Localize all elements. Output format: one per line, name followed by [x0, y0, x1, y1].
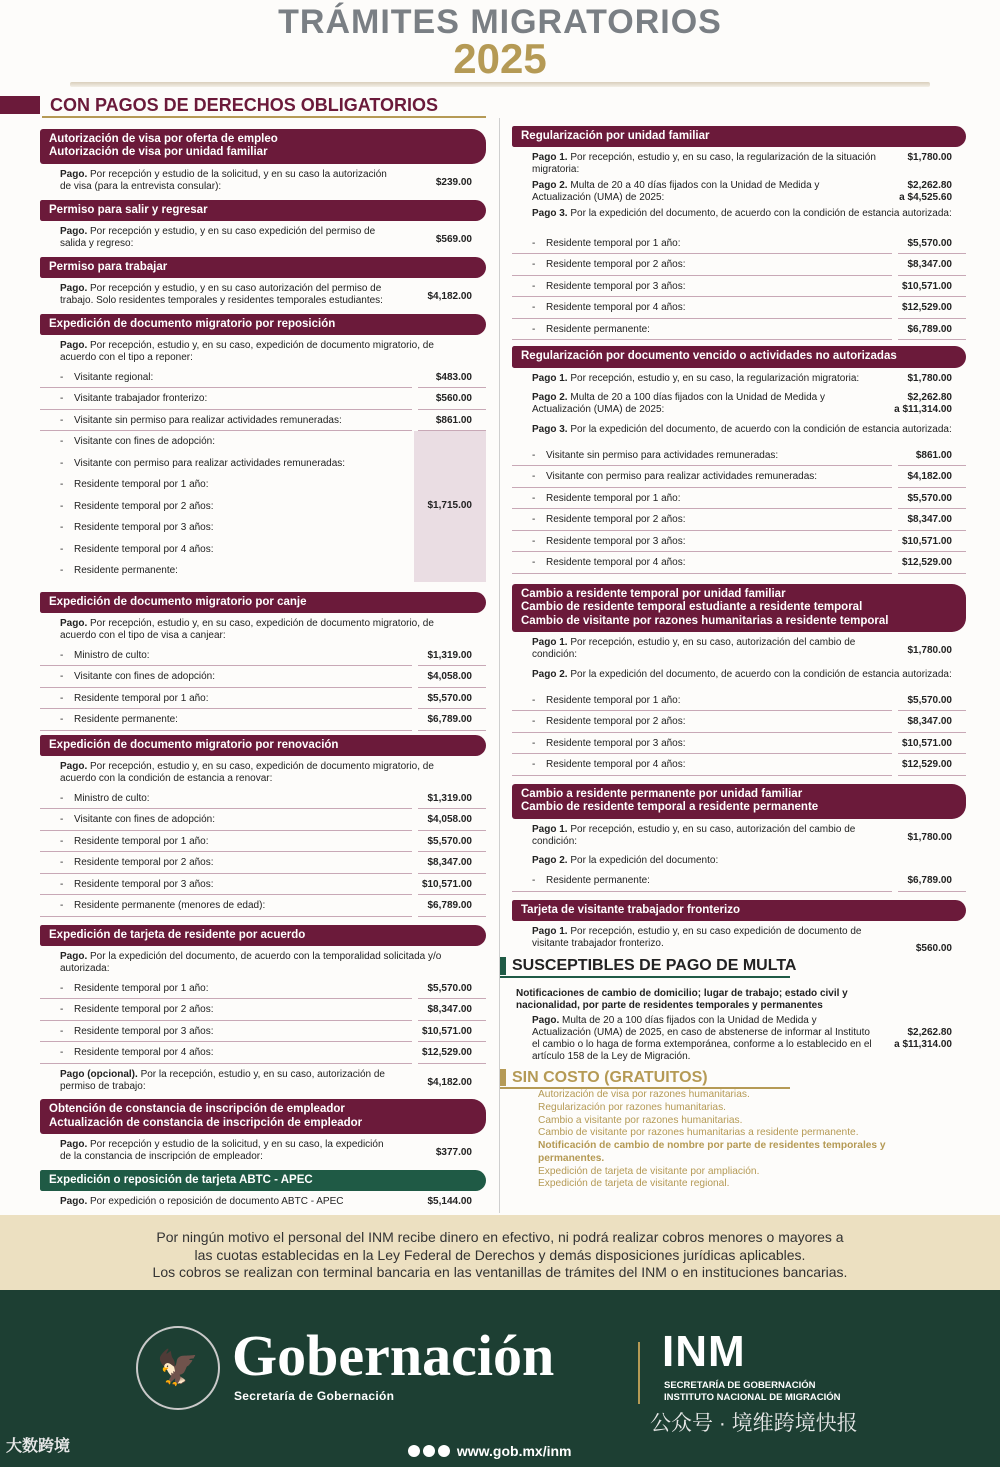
cambio-temp-pago2 [512, 664, 966, 690]
fee-row [40, 852, 486, 874]
empleador-title-1: Obtención de constancia de inscripción de empleador [49, 1103, 345, 1116]
fee-row [512, 509, 966, 531]
row-rule [512, 573, 892, 574]
fronterizo-pago1 [512, 921, 966, 955]
fee-row [40, 788, 486, 810]
fee-row [40, 1042, 486, 1064]
pay-desc: Por recepción, estudio y, en su caso expedición de documento de visitante trabajador fronterizo. [532, 926, 862, 949]
fee-row [512, 754, 966, 776]
x-icon[interactable] [423, 1445, 435, 1457]
pay-amount-max: a $4,525.60 [899, 192, 952, 204]
pay-label: Pago 3. [532, 423, 568, 435]
familiar-pago1 [512, 147, 966, 179]
pay-amount: $5,144.00 [427, 1196, 472, 1208]
salir-header: Permiso para salir y regresar [40, 200, 486, 221]
youtube-icon[interactable] [438, 1445, 450, 1457]
multa-underline [500, 976, 790, 978]
fee-row-amount: $12,529.00 [421, 1047, 472, 1059]
fee-row-amount: $4,182.00 [907, 471, 952, 483]
fee-row-label: - Residente permanente: [74, 565, 178, 576]
fee-row-amount: $1,319.00 [427, 792, 472, 804]
cambio-temp-title-2: Cambio de residente temporal estudiante a residente temporal [521, 601, 863, 614]
fee-row-amount: $560.00 [435, 393, 472, 405]
fee-row-amount: $4,058.00 [427, 814, 472, 826]
fee-row-amount: $6,789.00 [427, 900, 472, 912]
fee-row-label: - Residente temporal por 2 años: [546, 716, 686, 727]
free-item: Regularización por razones humanitarias. [538, 1101, 727, 1113]
pay-desc: Por la expedición del documento, de acuerdo con la condición de estancia autorizada: [570, 423, 952, 435]
reposicion-group-list [40, 431, 486, 582]
right-column [512, 124, 966, 1191]
pay-desc: Por la expedición del documento, de acuerdo con la condición de estancia autorizada: [570, 207, 952, 219]
pay-amount-min: $2,262.80 [907, 1027, 952, 1039]
column-divider [499, 118, 500, 1213]
fee-row [512, 870, 966, 892]
pay-label: Pago. [60, 283, 88, 294]
fee-row-amount: $5,570.00 [427, 692, 472, 704]
pay-amount-min: $2,262.80 [907, 392, 952, 404]
fee-row [40, 895, 486, 917]
gobernacion-logo: Gobernación [232, 1323, 555, 1388]
fee-row-amount: $483.00 [435, 371, 472, 383]
fee-row [40, 539, 486, 561]
pay-amount: $1,780.00 [907, 372, 952, 384]
fee-row-amount: $5,570.00 [907, 492, 952, 504]
fee-row-amount: $8,347.00 [907, 514, 952, 526]
pay-amount-range [899, 180, 952, 204]
pay-desc: Por recepción, estudio y, en su caso, expedición de documento migratorio, de acuerdo con el tipo a reponer: [60, 340, 434, 363]
fee-row-amount: $861.00 [435, 414, 472, 426]
website-url[interactable]: www.gob.mx/inm [456, 1443, 572, 1459]
visa-header [40, 129, 486, 164]
pay-desc: Por recepción y estudio de la solicitud, y en su caso, la expedición de la constancia de inscripción de empleador: [60, 1139, 384, 1163]
pay-desc: Por recepción, estudio y, en su caso, expedición de documento migratorio, de acuerdo con la condición de estancia a renovar: [60, 761, 434, 784]
empleador-header [40, 1099, 486, 1134]
fee-row-amount: $8,347.00 [907, 716, 952, 728]
fee-row-label: - Residente permanente (menores de edad): [74, 900, 265, 911]
pay-desc: Por recepción, estudio y, en su caso, la regularización de la situación migratoria: [532, 152, 876, 176]
fee-row [40, 388, 486, 410]
pay-label: Pago 3. [532, 207, 568, 219]
fee-row-amount: $12,529.00 [901, 557, 952, 569]
pay-amount: $4,182.00 [427, 291, 472, 302]
cambio-temp-title-3: Cambio de visitante por razones humanitarias a residente temporal [521, 614, 889, 627]
fee-row [512, 254, 966, 276]
section-marker [0, 96, 40, 114]
row-rule [512, 891, 892, 892]
gratis-item-bold: Notificación de cambio de nombre por parte de residentes temporales y permanentes. [538, 1140, 886, 1164]
fee-row-label: - Residente permanente: [546, 324, 650, 335]
fee-row-label: - Residente temporal por 2 años: [74, 857, 214, 868]
fee-row-label: - Residente temporal por 1 año: [546, 493, 681, 504]
fee-row-label: - Residente temporal por 4 años: [546, 302, 686, 313]
pay-label: Pago. [60, 1139, 88, 1151]
fee-row [40, 367, 486, 389]
notice-line-3: Los cobros se realizan con terminal bancaria en las ventanillas de trámites del INM o en instituciones bancarias. [152, 1264, 848, 1280]
fee-row [40, 999, 486, 1021]
fee-row [40, 560, 486, 582]
reposicion-group [40, 431, 486, 582]
fee-row [512, 488, 966, 510]
fee-row [512, 733, 966, 755]
gratis-items-2 [538, 1166, 966, 1192]
gratis-title: SIN COSTO (GRATUITOS) [500, 1069, 966, 1087]
pay-amount-max: a $11,314.00 [894, 1039, 952, 1051]
page-title: TRÁMITES MIGRATORIOS [278, 3, 722, 41]
trabajar-header: Permiso para trabajar [40, 257, 486, 278]
pay-label: Pago 2. [532, 180, 568, 192]
pay-amount-range [894, 1027, 952, 1051]
fee-row-amount: $5,570.00 [427, 835, 472, 847]
website-link[interactable] [408, 1443, 572, 1460]
pay-amount: $1,780.00 [907, 831, 952, 843]
pay-label: Pago. [60, 225, 88, 237]
familiar-pago2 [512, 179, 966, 207]
pay-label: Pago 2. [532, 855, 568, 867]
vencido-list [512, 445, 966, 574]
fee-row [512, 531, 966, 553]
fee-row-label: - Residente temporal por 1 año: [74, 693, 209, 704]
fee-row [40, 496, 486, 518]
canje-list [40, 645, 486, 731]
pay-desc: Por recepción y estudio de la solicitud, y en su caso la autorización de visa (para la entrevista consular): [60, 168, 387, 192]
fee-row [40, 874, 486, 896]
pay-amount: $4,182.00 [427, 1076, 472, 1088]
tarjeta-payment [40, 946, 486, 978]
notice-banner [0, 1215, 1000, 1290]
group-amount: $1,715.00 [427, 500, 472, 512]
familiar-pago3 [512, 207, 966, 233]
pay-label: Pago. [60, 618, 88, 630]
fee-row-label: - Residente temporal por 1 año: [546, 695, 681, 706]
fee-row-amount: $1,319.00 [427, 649, 472, 661]
row-rule [512, 339, 892, 340]
fee-row-amount: $5,570.00 [907, 694, 952, 706]
facebook-icon[interactable] [408, 1445, 420, 1457]
pay-desc: Multa de 20 a 40 días fijados con la Unidad de Medida y Actualización (UMA) de 2025: [532, 180, 820, 203]
pay-label: Pago. [60, 761, 88, 773]
cambio-perm-list [512, 870, 966, 892]
fee-row-label: - Residente permanente: [74, 714, 178, 725]
free-item: Autorización de visa por razones humanitarias. [538, 1089, 750, 1101]
row-rule [898, 339, 966, 340]
fee-row-label: - Residente temporal por 1 año: [74, 479, 209, 490]
tarjeta-list [40, 978, 486, 1064]
fee-row-label: - Residente temporal por 2 años: [74, 1004, 214, 1015]
fee-row-label: - Visitante con permiso para realizar actividades remuneradas: [74, 458, 345, 469]
pay-desc: Por la expedición del documento, de acuerdo con la temporalidad solicitada y/o autorizada: [60, 951, 442, 974]
pay-label: Pago. [60, 168, 88, 180]
fee-row-label: - Visitante con permiso para realizar actividades remuneradas: [546, 471, 817, 482]
fee-row [40, 645, 486, 667]
row-rule [40, 916, 412, 917]
pay-label: Pago 1. [532, 152, 568, 164]
fee-row-label: - Residente temporal por 3 años: [74, 879, 214, 890]
cambio-perm-pago1 [512, 819, 966, 851]
pay-amount-max: a $11,314.00 [894, 404, 952, 416]
fee-row-amount: $10,571.00 [421, 878, 472, 890]
tarjeta-header: Expedición de tarjeta de residente por acuerdo [40, 925, 486, 946]
fee-row [512, 297, 966, 319]
fronterizo-header: Tarjeta de visitante trabajador fronterizo [512, 900, 966, 921]
section-underline [42, 116, 486, 118]
pay-desc: Por recepción, estudio y, en su caso, autorización del cambio de condición: [532, 823, 856, 847]
fee-row [512, 466, 966, 488]
fee-row [512, 690, 966, 712]
row-rule [512, 775, 892, 776]
pay-amount: $377.00 [435, 1147, 472, 1159]
pay-desc: Multa de 20 a 100 días fijados con la Unidad de Medida y Actualización (UMA) de 2025, en caso de abstenerse de informar al Instituto el cambio o lo haga de forma extemporánea, conforme a lo establecido en el artículo 158 de la Ley de Migración. [532, 1015, 872, 1062]
fee-row [40, 431, 486, 453]
inm-subtitle-2: INSTITUTO NACIONAL DE MIGRACIÓN [664, 1391, 841, 1403]
watermark-left: 大数跨境 [6, 1438, 71, 1455]
pay-amount: $1,780.00 [907, 645, 952, 657]
multa-intro: Notificaciones de cambio de domicilio; lugar de trabajo; estado civil y nacionalidad, por parte de residentes temporales y permanentes [516, 987, 848, 1011]
fee-row [512, 445, 966, 467]
inm-subtitle-1: SECRETARÍA DE GOBERNACIÓN [664, 1380, 816, 1391]
fee-row-amount: $5,570.00 [907, 237, 952, 249]
cambio-perm-title-2: Cambio de residente temporal a residente permanente [521, 801, 819, 814]
fee-row-amount: $10,571.00 [901, 737, 952, 749]
fee-row-label: - Residente permanente: [546, 875, 650, 886]
pay-desc: Por la recepción, estudio y, en su caso, autorización de permiso de trabajo: [60, 1068, 385, 1092]
canje-payment [40, 613, 486, 645]
fee-row-label: - Residente temporal por 3 años: [74, 522, 214, 533]
row-rule [40, 730, 412, 731]
fee-row [512, 711, 966, 733]
fee-row-label: - Visitante sin permiso para actividades remuneradas: [546, 450, 778, 461]
pay-amount: $560.00 [915, 943, 952, 955]
fee-row [40, 809, 486, 831]
reposicion-header: Expedición de documento migratorio por reposición [40, 314, 486, 335]
visa-payment [40, 164, 486, 196]
free-item: Cambio de visitante por razones humanitarias a residente permanente. [538, 1127, 859, 1139]
fee-row-label: - Visitante con fines de adopción: [74, 814, 215, 825]
pay-label: Pago (opcional). [60, 1068, 138, 1080]
pay-desc: Por la expedición del documento, de acuerdo con la condición de estancia autorizada: [570, 668, 952, 680]
pay-label: Pago. [60, 951, 88, 963]
fee-row [512, 233, 966, 255]
cambio-perm-pago2 [512, 850, 966, 870]
fee-row [40, 831, 486, 853]
pay-label: Pago. [532, 1015, 560, 1027]
fee-row-label: - Residente temporal por 4 años: [74, 1047, 214, 1058]
fee-row-amount: $8,347.00 [907, 259, 952, 271]
fee-row-amount: $12,529.00 [901, 302, 952, 314]
fee-row-label: - Ministro de culto: [74, 793, 150, 804]
fee-row [512, 552, 966, 574]
cambio-perm-title-1: Cambio a residente permanente por unidad familiar [521, 787, 803, 800]
pay-amount-range [894, 392, 952, 416]
row-rule [898, 891, 966, 892]
pay-label: Pago 1. [532, 372, 568, 384]
pay-desc: Por recepción, estudio y, en su caso, autorización del cambio de condición: [532, 637, 856, 661]
inm-logo: INM [662, 1327, 746, 1376]
pay-amount-min: $2,262.80 [907, 180, 952, 192]
notice-line-2: las cuotas establecidas en la Ley Federal de Derechos y demás disposiciones jurídicas aplicables. [194, 1246, 806, 1263]
cambio-temp-list [512, 690, 966, 776]
fee-row [40, 666, 486, 688]
pay-label: Pago 2. [532, 392, 568, 404]
pay-label: Pago 1. [532, 823, 568, 835]
gratis-list [512, 1089, 966, 1191]
empleador-payment [40, 1134, 486, 1166]
reposicion-payment [40, 335, 486, 367]
fee-row-amount: $6,789.00 [907, 323, 952, 335]
fee-row-label: - Residente temporal por 2 años: [546, 514, 686, 525]
fee-row-label: - Residente temporal por 2 años: [546, 259, 686, 270]
fee-row-amount: $6,789.00 [907, 875, 952, 887]
pay-desc: Por recepción y estudio, y en su caso autorización del permiso de trabajo. Solo residentes temporales y residentes temporales estudiantes: [60, 283, 383, 306]
fee-row-label: - Visitante regional: [74, 372, 153, 383]
renovacion-list [40, 788, 486, 917]
multa-payment [512, 1011, 966, 1065]
pay-amount: $1,780.00 [907, 152, 952, 164]
cambio-temp-pago1 [512, 632, 966, 664]
row-rule [898, 775, 966, 776]
pay-desc: Por recepción, estudio y, en su caso, la regularización migratoria: [570, 372, 860, 384]
pay-desc: Por recepción y estudio, y en su caso expedición del permiso de salida y regreso: [60, 225, 376, 249]
visa-title-2: Autorización de visa por unidad familiar [49, 146, 268, 159]
section-title: CON PAGOS DE DERECHOS OBLIGATORIOS [50, 95, 439, 115]
row-rule [418, 730, 486, 731]
fee-row [40, 709, 486, 731]
fee-row-amount: $10,571.00 [421, 1025, 472, 1037]
fee-row-label: - Residente temporal por 4 años: [546, 759, 686, 770]
fee-row-amount: $8,347.00 [427, 1004, 472, 1016]
canje-header: Expedición de documento migratorio por canje [40, 592, 486, 613]
pay-label: Pago 2. [532, 668, 568, 680]
fee-row [40, 1021, 486, 1043]
row-rule [898, 573, 966, 574]
pay-desc: Por recepción, estudio y, en su caso, expedición de documento migratorio, de acuerdo con el tipo de visa a canjear: [60, 618, 434, 641]
fee-row-label: - Visitante trabajador fronterizo: [74, 393, 207, 404]
fee-row-label: - Visitante con fines de adopción: [74, 671, 215, 682]
free-item: Expedición de tarjeta de visitante regional. [538, 1178, 730, 1190]
trabajar-payment [40, 278, 486, 310]
pay-label: Pago 1. [532, 637, 568, 649]
fee-row-label: - Ministro de culto: [74, 650, 150, 661]
cambio-temp-title-1: Cambio a residente temporal por unidad familiar [521, 587, 786, 600]
pay-desc: Multa de 20 a 100 días fijados con la Unidad de Medida y Actualización (UMA) de 2025: [532, 392, 825, 416]
fee-row-label: - Residente temporal por 4 años: [546, 557, 686, 568]
fee-row-amount: $4,058.00 [427, 671, 472, 683]
fee-row [512, 319, 966, 341]
reposicion-list [40, 367, 486, 432]
left-column [40, 124, 486, 1211]
free-item: Expedición de tarjeta de visitante por ampliación. [538, 1165, 760, 1177]
fee-row-label: - Residente temporal por 1 año: [74, 836, 209, 847]
salir-payment [40, 221, 486, 253]
cambio-perm-header [512, 784, 966, 819]
fee-row-label: - Visitante sin permiso para realizar actividades remuneradas: [74, 415, 342, 426]
notice-line-1: Por ningún motivo el personal del INM recibe dinero en efectivo, ni podrá realizar cobros menores o mayores a [156, 1229, 844, 1245]
tarjeta-optional-payment [40, 1064, 486, 1096]
fee-row-amount: $5,570.00 [427, 982, 472, 994]
row-rule [418, 916, 486, 917]
national-seal-icon: 🦅 [136, 1326, 220, 1410]
fee-row-amount: $10,571.00 [901, 535, 952, 547]
vencido-pago3 [512, 419, 966, 445]
footer-divider [638, 1342, 640, 1404]
fee-row [40, 474, 486, 496]
abtc-header: Expedición o reposición de tarjeta ABTC - APEC [40, 1170, 486, 1191]
vencido-pago2 [512, 387, 966, 419]
fee-row [40, 688, 486, 710]
abtc-payment [40, 1191, 486, 1211]
fee-row-label: - Residente temporal por 1 año: [546, 238, 681, 249]
gobernacion-subtitle: Secretaría de Gobernación [234, 1389, 395, 1403]
fee-row-label: - Residente temporal por 3 años: [546, 738, 686, 749]
pay-amount: $239.00 [435, 176, 472, 188]
renovacion-header: Expedición de documento migratorio por renovación [40, 735, 486, 756]
vencido-pago1 [512, 368, 966, 388]
fee-row-amount: $8,347.00 [427, 857, 472, 869]
fee-row [512, 276, 966, 298]
fee-row [40, 978, 486, 1000]
pay-desc: Por expedición o reposición de documento ABTC - APEC [90, 1196, 344, 1208]
inm-subtitle [664, 1380, 840, 1404]
fee-row-label: - Residente temporal por 3 años: [546, 536, 686, 547]
fee-row [40, 410, 486, 432]
pay-amount: $569.00 [435, 233, 472, 245]
pay-label: Pago. [60, 340, 88, 352]
fee-row [40, 453, 486, 475]
fee-row [40, 517, 486, 539]
multa-title: SUSCEPTIBLES DE PAGO DE MULTA [500, 957, 966, 975]
empleador-title-2: Actualización de constancia de inscripción de empleador [49, 1116, 363, 1129]
pay-desc: Por la expedición del documento: [570, 855, 719, 867]
visa-title-1: Autorización de visa por oferta de empleo [49, 133, 278, 145]
cambio-temp-header [512, 584, 966, 632]
vencido-header: Regularización por documento vencido o actividades no autorizadas [512, 346, 966, 367]
pay-label: Pago 1. [532, 926, 568, 938]
fee-row-label: - Residente temporal por 1 año: [74, 983, 209, 994]
renovacion-payment [40, 756, 486, 788]
fee-row-amount: $12,529.00 [901, 759, 952, 771]
familiar-list [512, 233, 966, 341]
fee-row-amount: $10,571.00 [901, 280, 952, 292]
fee-row-label: - Residente temporal por 2 años: [74, 501, 214, 512]
fee-row-label: - Residente temporal por 3 años: [74, 1026, 214, 1037]
fee-row-label: - Residente temporal por 4 años: [74, 544, 214, 555]
watermark-right: 公众号 · 境维跨境快报 [650, 1412, 858, 1435]
pay-label: Pago. [60, 1196, 88, 1208]
familiar-header: Regularización por unidad familiar [512, 126, 966, 147]
fee-row-label: - Visitante con fines de adopción: [74, 436, 215, 447]
page-year: 2025 [453, 35, 547, 82]
fee-row-label: - Residente temporal por 3 años: [546, 281, 686, 292]
free-item: Cambio a visitante por razones humanitarias. [538, 1114, 743, 1126]
fee-row-amount: $861.00 [915, 449, 952, 461]
gratis-items [538, 1089, 966, 1140]
title-underline [70, 82, 930, 87]
fee-row-amount: $6,789.00 [427, 714, 472, 726]
